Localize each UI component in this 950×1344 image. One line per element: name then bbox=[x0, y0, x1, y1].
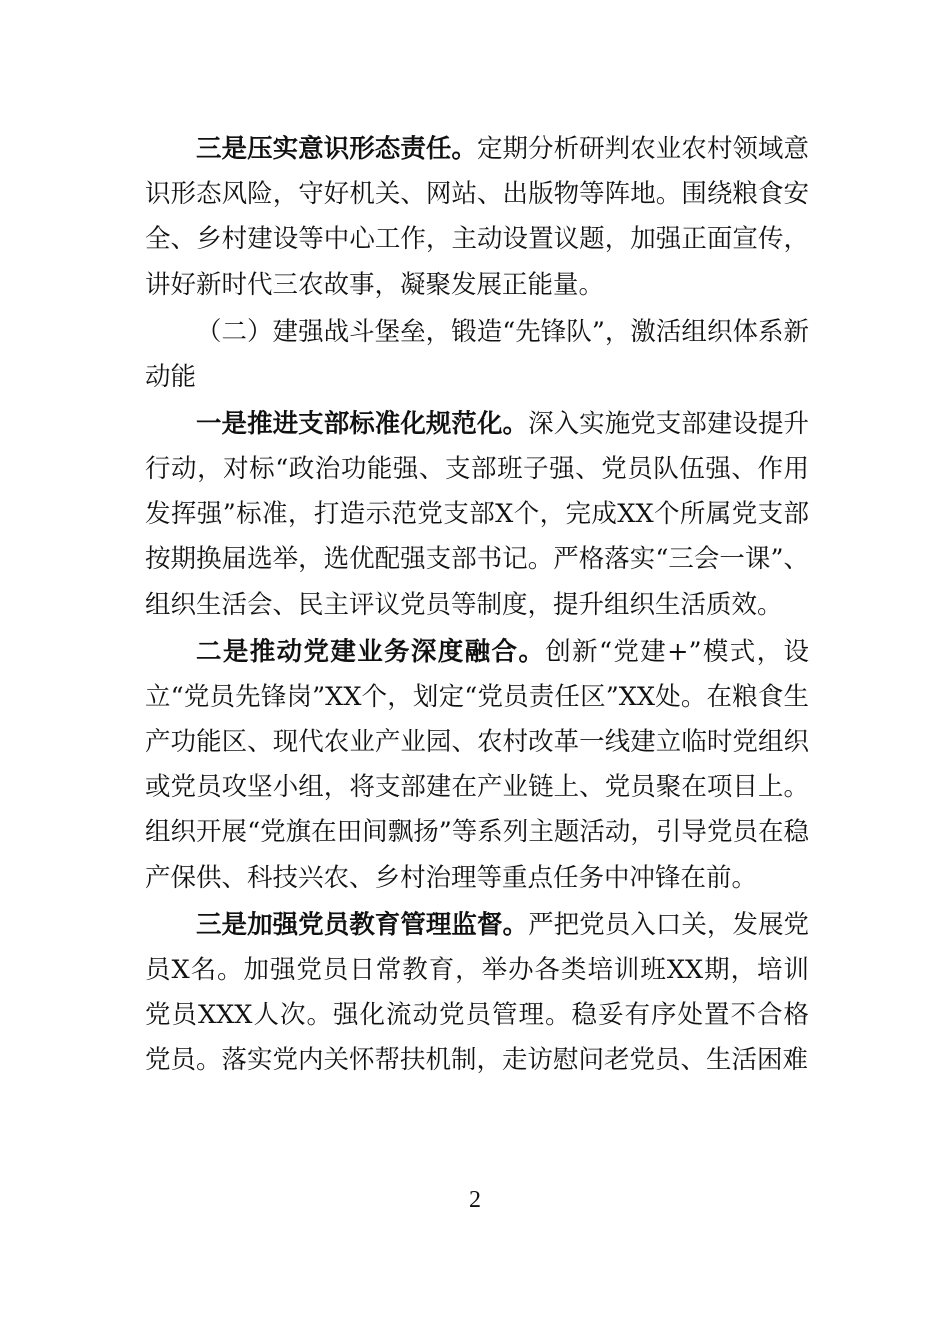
paragraph-branch-standardization bbox=[145, 402, 809, 628]
paragraph-lead: 三是加强党员教育管理监督。 bbox=[196, 909, 529, 940]
paragraph-body: 严把党员入口关，发展党员X名。加强党员日常教育，举办各类培训班XX期，培训党员XXX人次。强化流动党员管理。稳妥有序处置不合格党员。落实党内关怀帮扶机制，走访慰问老党员、生活困难 bbox=[145, 909, 809, 1076]
paragraph-lead: 一是推进支部标准化规范化。 bbox=[196, 408, 529, 439]
paragraph-party-business-integration bbox=[145, 630, 809, 901]
paragraph-body: 定期分析研判农业农村领域意识形态风险，守好机关、网站、出版物等阵地。围绕粮食安全、乡村建设等中心工作，主动设置议题，加强正面宣传，讲好新时代三农故事，凝聚发展正能量。 bbox=[145, 134, 809, 300]
page-number: 2 bbox=[469, 1187, 481, 1213]
section-heading-text: （二）建强战斗堡垒，锻造“先锋队”，激活组织体系新动能 bbox=[145, 316, 809, 392]
paragraph-member-education bbox=[145, 903, 809, 1084]
paragraph-ideology-responsibility bbox=[145, 127, 809, 308]
section-heading-two bbox=[145, 310, 809, 400]
paragraph-lead: 二是推动党建业务深度融合。 bbox=[196, 636, 546, 667]
paragraph-lead: 三是压实意识形态责任。 bbox=[196, 134, 477, 164]
paragraph-body: 创新“党建+”模式，设立“党员先锋岗”XX个，划定“党员责任区”XX处。在粮食生产功能区、现代农业产业园、农村改革一线建立临时党组织或党员攻坚小组，将支部建在产业链上、党员聚在项目上。组织开展“党旗在田间飘扬”等系列主题活动，引导党员在稳产保供、科技兴农、乡村治理等重点任务中冲锋在前。 bbox=[145, 636, 809, 893]
document-body bbox=[145, 127, 809, 1085]
paragraph-body: 深入实施党支部建设提升行动，对标“政治功能强、支部班子强、党员队伍强、作用发挥强”标准，打造示范党支部X个，完成XX个所属党支部按期换届选举，选优配强支部书记。严格落实“三会一课”、组织生活会、民主评议党员等制度，提升组织生活质效。 bbox=[145, 408, 809, 620]
